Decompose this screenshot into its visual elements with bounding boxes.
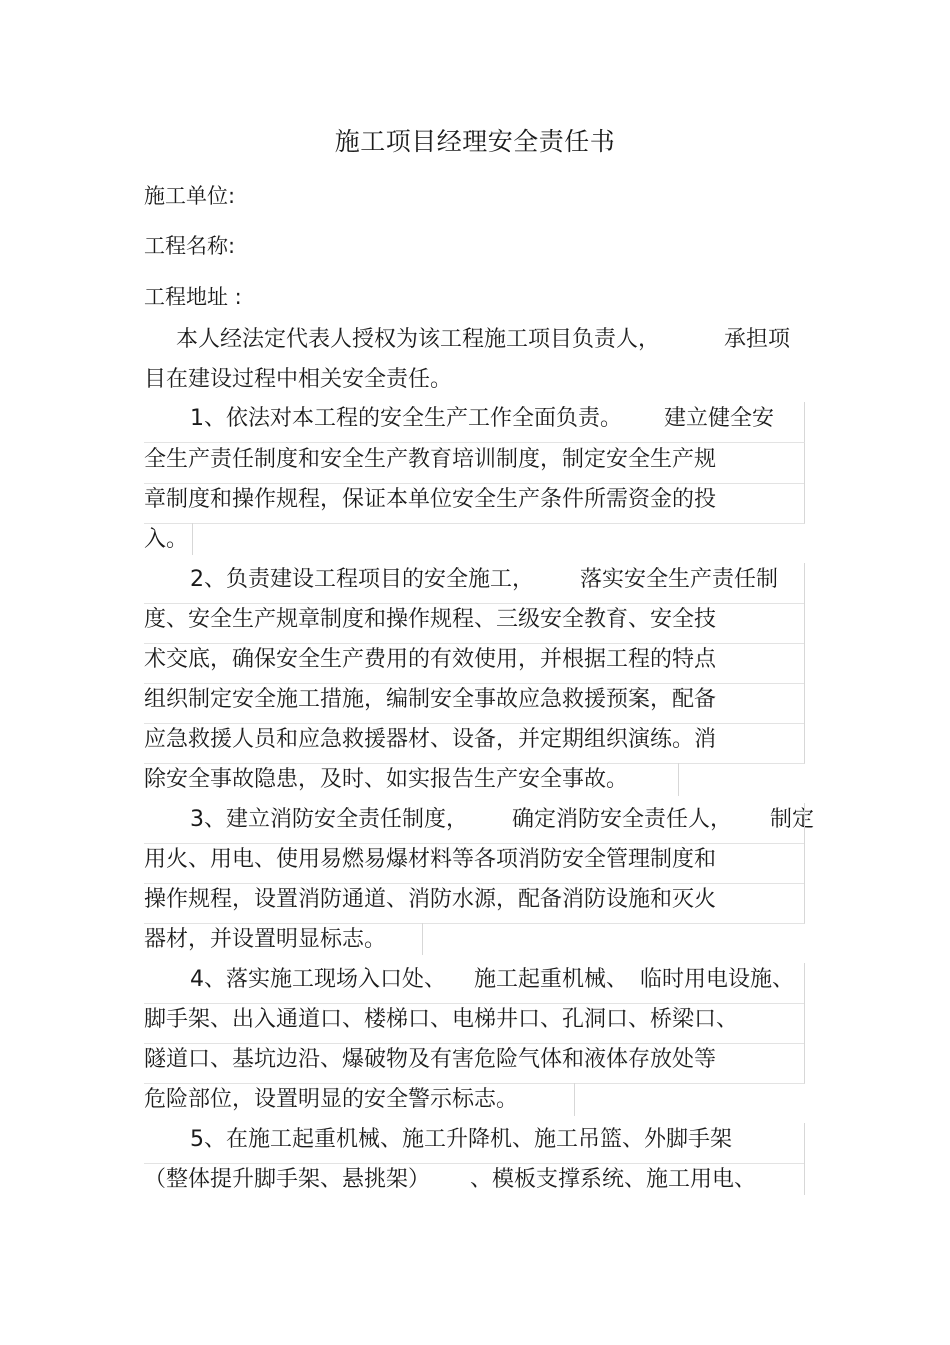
item5-line-1: 5、在施工起重机械、施工升降机、施工吊篮、外脚手架 — [190, 1127, 732, 1152]
intro-line-1-text-a: 本人经法定代表人授权为该工程施工项目负责人， — [176, 327, 661, 352]
table-cell-border — [144, 803, 805, 844]
item4-line-2: 脚手架、出入通道口、楼梯口、电梯井口、孔洞口、桥梁口、 — [144, 1007, 739, 1032]
table-cell-border — [144, 402, 805, 443]
table-cell-border — [144, 1123, 805, 1164]
table-cell-border — [144, 1043, 805, 1084]
document-title: 施工项目经理安全责任书 — [334, 127, 616, 156]
item4-line-1-text-c: 临时用电设施、 — [640, 967, 795, 992]
intro-line-1 — [176, 320, 790, 360]
item5-line-2-text-b: 、模板支撑系统、施工用电、 — [470, 1167, 757, 1192]
table-cell-border — [144, 923, 423, 955]
table-cell-border — [144, 963, 805, 1004]
table-cell-border — [144, 563, 805, 604]
table-cell-border — [144, 603, 805, 644]
item3-line-1-text-b: 确定消防安全责任人， — [512, 807, 733, 832]
item5-line-2-text-a: （整体提升脚手架、悬挑架） — [144, 1167, 431, 1192]
table-cell-border — [144, 523, 193, 555]
table-cell-border — [144, 443, 805, 484]
table-cell-border — [144, 483, 805, 524]
table-cell-border — [144, 683, 805, 724]
item1-line-1-text-a: 1、依法对本工程的安全生产工作全面负责。 — [190, 406, 622, 431]
item2-line-1-text-b: 落实安全生产责任制 — [580, 567, 779, 592]
table-cell-border — [144, 1163, 805, 1195]
table-cell-border — [144, 1003, 805, 1044]
item1-line-3: 章制度和操作规程，保证本单位安全生产条件所需资金的投 — [144, 487, 717, 512]
item2-line-4: 组织制定安全施工措施，编制安全事故应急救援预案，配备 — [144, 687, 717, 712]
item1-line-1-text-b: 建立健全安 — [664, 406, 775, 431]
item3-line-4: 器材，并设置明显标志。 — [144, 927, 387, 952]
item4-line-1-text-a: 4、落实施工现场入口处、 — [190, 967, 446, 992]
table-cell-border — [144, 1083, 575, 1116]
item2-line-2: 度、安全生产规章制度和操作规程、三级安全教育、安全技 — [144, 607, 717, 632]
table-cell-border — [144, 643, 805, 684]
item2-line-5: 应急救援人员和应急救援器材、设备，并定期组织演练。消 — [144, 727, 717, 752]
construction-unit-label: 施工单位: — [144, 184, 236, 208]
intro-line-1-text-b: 承担项 — [724, 327, 791, 352]
table-cell-border — [144, 763, 679, 796]
table-cell-border — [144, 723, 805, 764]
item3-line-1-text-a: 3、建立消防安全责任制度， — [190, 807, 468, 832]
project-name-label: 工程名称: — [144, 234, 236, 258]
table-cell-border — [144, 843, 805, 884]
item3-line-2: 用火、用电、使用易燃易爆材料等各项消防安全管理制度和 — [144, 847, 717, 872]
item1-line-4: 入。 — [144, 527, 189, 552]
item3-line-1-text-c: 制定 — [770, 807, 815, 832]
item2-line-1-text-a: 2、负责建设工程项目的安全施工， — [190, 567, 534, 592]
item1-line-2: 全生产责任制度和安全生产教育培训制度，制定安全生产规 — [144, 447, 717, 472]
item2-line-6: 除安全事故隐患，及时、如实报告生产安全事故。 — [144, 767, 629, 792]
item3-line-3: 操作规程，设置消防通道、消防水源，配备消防设施和灭火 — [144, 887, 717, 912]
item2-line-3: 术交底，确保安全生产费用的有效使用，并根据工程的特点 — [144, 647, 717, 672]
item4-line-3: 隧道口、基坑边沿、爆破物及有害危险气体和液体存放处等 — [144, 1047, 717, 1072]
intro-line-2: 目在建设过程中相关安全责任。 — [144, 367, 453, 392]
project-address-label: 工程地址 : — [144, 285, 242, 309]
item4-line-1-text-b: 施工起重机械、 — [474, 967, 629, 992]
item4-line-4: 危险部位，设置明显的安全警示标志。 — [144, 1087, 519, 1112]
table-cell-border — [144, 883, 805, 924]
